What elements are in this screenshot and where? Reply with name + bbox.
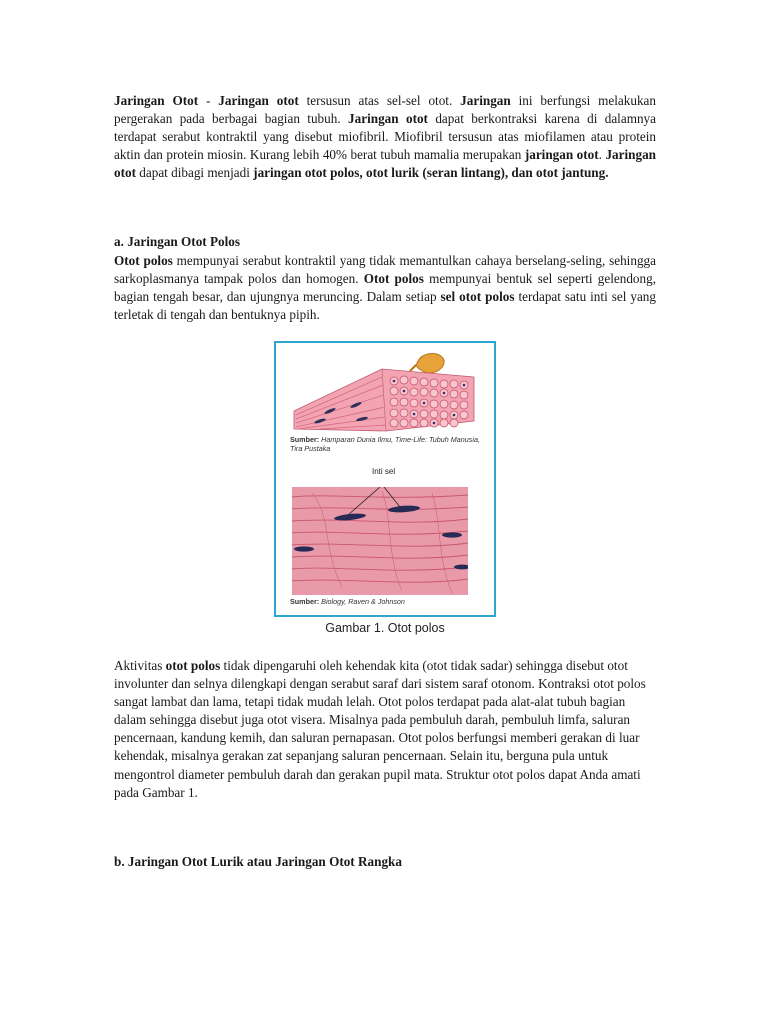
intro-term: jaringan otot polos, otot lurik (seran lintang), dan otot jantung. [253, 165, 609, 181]
text: Aktivitas [114, 657, 166, 673]
intro-text: dapat berkontraksi karena di dalamnya terdapat serabut kontraktil yang disebut miofibril. Miofibril tersusun atas miofilamen atau protein aktin dan protein miosin. Kurang lebih 40% berat tubuh mamalia merupakan [114, 111, 656, 163]
source-label: Sumber: [290, 434, 320, 444]
source-label: Sumber: [290, 596, 320, 606]
figure-source-1 [290, 435, 494, 453]
intro-term: Jaringan [460, 93, 511, 108]
text: terdapat satu inti sel yang terletak di tengah dan bentuknya pipih. [114, 288, 656, 322]
stomach-icon [416, 353, 444, 372]
intro-term: Jaringan otot [348, 111, 428, 127]
figure-container [114, 341, 656, 635]
document-page [114, 92, 656, 871]
text: tidak dipengaruhi oleh kehendak kita (otot tidak sadar) sehingga disebut otot involunter dan selnya dilengkapi dengan serabut saraf dari sistem saraf otonom. Kontraksi otot polos sangat lambat dan lama, tetapi tidak mudah lelah. Otot polos terdapat pada alat-alat tubuh bagian dalam sehingga disebut juga otot visera. Misalnya pada pembuluh darah, pembuluh limfa, saluran pencernaan, kandung kemih, dan saluran pernapasan. Otot polos berfungsi memberi gerakan di luar kehendak, misalnya gerakan zat sepanjang saluran pencernaan. Selain itu, berguna pula untuk mengontrol diameter pembuluh darah dan gerakan pupil mata. Struktur otot polos dapat Anda amati pada Gambar 1. [114, 657, 646, 800]
section-a-paragraph [114, 252, 656, 324]
source-text: Hamparan Dunia Ilmu, Time-Life: Tubuh Manusia, Tira Pustaka [290, 434, 480, 453]
muscle-bundle-illustration [290, 349, 484, 433]
intro-paragraph [114, 92, 656, 182]
section-a-heading: a. Jaringan Otot Polos [114, 234, 241, 250]
intro-term: Jaringan otot [218, 93, 299, 108]
aktivitas-paragraph [114, 657, 656, 802]
term: Otot polos [114, 252, 173, 268]
intro-text: ini berfungsi melakukan pergerakan pada berbagai bagian tubuh. [114, 93, 656, 127]
section-b-heading: b. Jaringan Otot Lurik atau Jaringan Otot Rangka [114, 853, 402, 869]
text: mempunyai serabut kontraktil yang tidak memantulkan cahaya berselang-seling, sehingga sarkoplasmanya tampak polos dan homogen. [114, 252, 656, 286]
intro-text: . [598, 147, 606, 163]
smooth-muscle-cells-micrograph [292, 487, 468, 595]
intro-term: Jaringan Otot [114, 93, 199, 108]
source-text: Biology, Raven & Johnson [321, 596, 405, 606]
intro-term: Jaringan otot [114, 147, 657, 181]
nucleus-label: Inti sel [372, 466, 396, 476]
intro-text: dapat dibagi menjadi [135, 165, 254, 181]
intro-term: jaringan otot [524, 147, 599, 163]
term: Otot polos [363, 270, 424, 286]
text: mempunyai bentuk sel seperti gelendong, bagian tengah besar, dan ujungnya meruncing. Dalam setiap [114, 270, 657, 304]
term: sel otot polos [440, 288, 515, 304]
figure-source-2 [290, 597, 405, 606]
term: otot polos [165, 657, 221, 673]
figure-caption: Gambar 1. Otot polos [325, 620, 445, 635]
smooth-muscle-figure [274, 341, 496, 617]
intro-text: tersusun atas sel-sel otot. [298, 93, 461, 108]
intro-text: - [198, 93, 219, 108]
